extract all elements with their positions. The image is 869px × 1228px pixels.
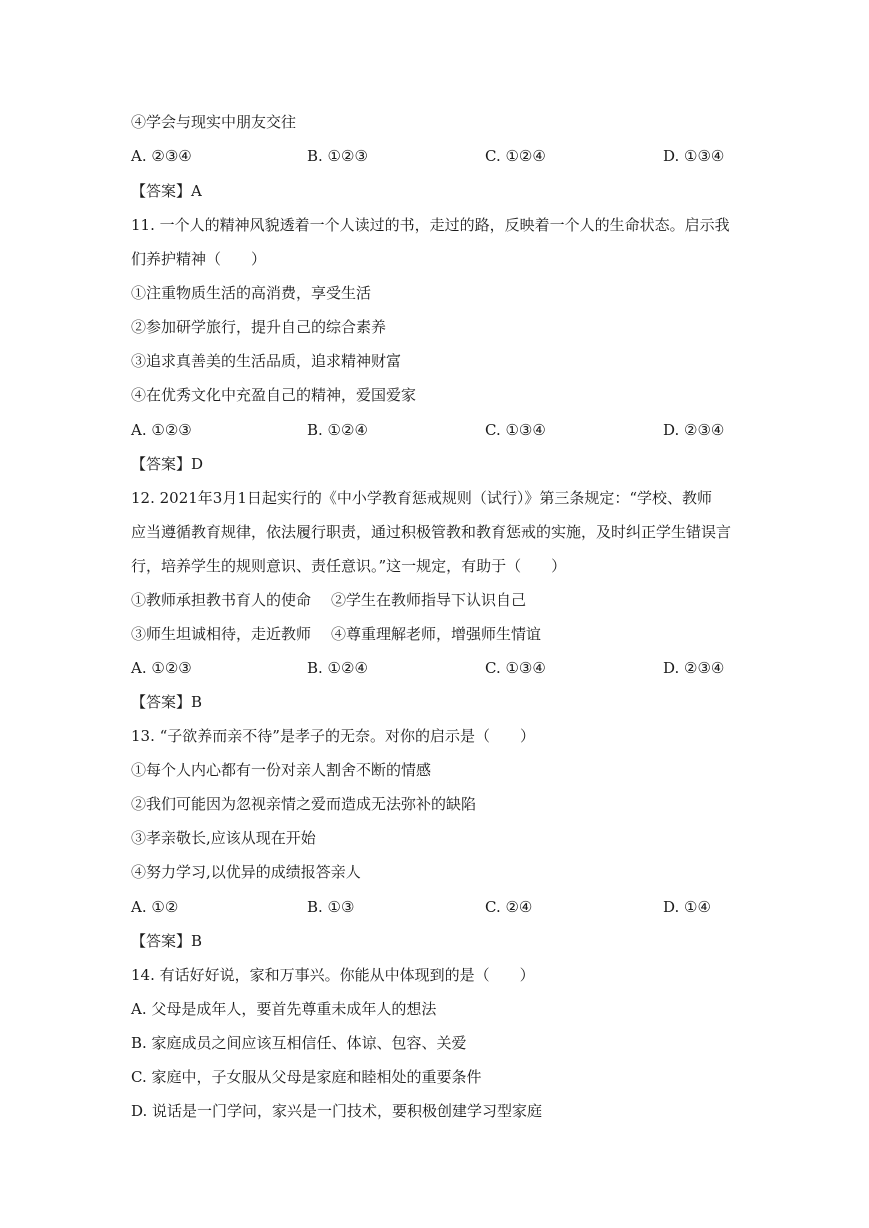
q13-item-1: ①每个人内心都有一份对亲人割舍不断的情感 (131, 761, 432, 779)
q14-stem-line-1: 14. 有话好好说，家和万事兴。你能从中体现到的是（ ） (131, 966, 535, 984)
q12-option-d: D. ②③④ (663, 659, 725, 677)
q11-options (131, 420, 751, 440)
q12-option-b: B. ①②④ (307, 659, 368, 677)
q12-stem-line-3: 行，培养学生的规则意识、责任意识。”这一规定，有助于（ ） (131, 557, 567, 575)
q13-options (131, 897, 751, 917)
q12-item-3: ③师生坦诚相待，走近教师 (131, 625, 312, 643)
q13-item-4: ④努力学习,以优异的成绩报答亲人 (131, 863, 361, 881)
q14-option-d: D. 说话是一门学问，家兴是一门技术，要积极创建学习型家庭 (131, 1102, 543, 1120)
q12-item-2: ②学生在教师指导下认识自己 (331, 591, 527, 609)
q12-item-4: ④尊重理解老师，增强师生情谊 (331, 625, 542, 643)
q11-item-2: ②参加研学旅行，提升自己的综合素养 (131, 318, 387, 336)
q14-option-c: C. 家庭中，子女服从父母是家庭和睦相处的重要条件 (131, 1068, 482, 1086)
q12-options (131, 658, 751, 678)
q11-option-c: C. ①③④ (485, 421, 546, 439)
q11-stem-line-2: 们养护精神（ ） (131, 250, 267, 268)
q13-stem-line-1: 13. “子欲养而亲不待”是孝子的无奈。对你的启示是（ ） (131, 727, 535, 745)
q11-item-3: ③追求真善美的生活品质，追求精神财富 (131, 352, 402, 370)
q11-item-1: ①注重物质生活的高消费，享受生活 (131, 284, 372, 302)
q14-option-b: B. 家庭成员之间应该互相信任、体谅、包容、关爱 (131, 1034, 467, 1052)
q11-item-4: ④在优秀文化中充盈自己的精神，爱国爱家 (131, 386, 417, 404)
q12-items-row-2 (131, 624, 731, 644)
q11-answer: 【答案】D (131, 455, 204, 473)
q12-answer: 【答案】B (131, 693, 203, 711)
q12-stem-line-1: 12. 2021年3月1日起实行的《中小学教育惩戒规则（试行）》第三条规定：“学校、教师 (131, 489, 713, 507)
q14-option-a: A. 父母是成年人，要首先尊重未成年人的想法 (131, 1000, 437, 1018)
q12-item-1: ①教师承担教书育人的使命 (131, 591, 312, 609)
q10-option-d: D. ①③④ (663, 147, 725, 165)
q13-item-2: ②我们可能因为忽视亲情之爱而造成无法弥补的缺陷 (131, 795, 477, 813)
q13-item-3: ③孝亲敬长,应该从现在开始 (131, 829, 316, 847)
q13-option-c: C. ②④ (485, 898, 533, 916)
q12-stem-line-2: 应当遵循教育规律，依法履行职责，通过积极管教和教育惩戒的实施，及时纠正学生错误言 (131, 523, 732, 541)
q10-option-c: C. ①②④ (485, 147, 546, 165)
q10-answer: 【答案】A (131, 182, 202, 200)
q12-option-c: C. ①③④ (485, 659, 546, 677)
q11-option-d: D. ②③④ (663, 421, 725, 439)
q11-option-a: A. ①②③ (131, 421, 192, 439)
q11-stem-line-1: 11. 一个人的精神风貌透着一个人读过的书，走过的路，反映着一个人的生命状态。启示我 (131, 216, 730, 234)
q10-options (131, 146, 751, 166)
q13-option-d: D. ①④ (663, 898, 711, 916)
q10-option-a: A. ②③④ (131, 147, 192, 165)
q10-item-4: ④学会与现实中朋友交往 (131, 113, 297, 131)
q13-option-a: A. ①② (131, 898, 179, 916)
q12-option-a: A. ①②③ (131, 659, 192, 677)
q13-answer: 【答案】B (131, 932, 203, 950)
q10-option-b: B. ①②③ (307, 147, 368, 165)
q12-items-row-1 (131, 590, 731, 610)
q13-option-b: B. ①③ (307, 898, 355, 916)
q11-option-b: B. ①②④ (307, 421, 368, 439)
